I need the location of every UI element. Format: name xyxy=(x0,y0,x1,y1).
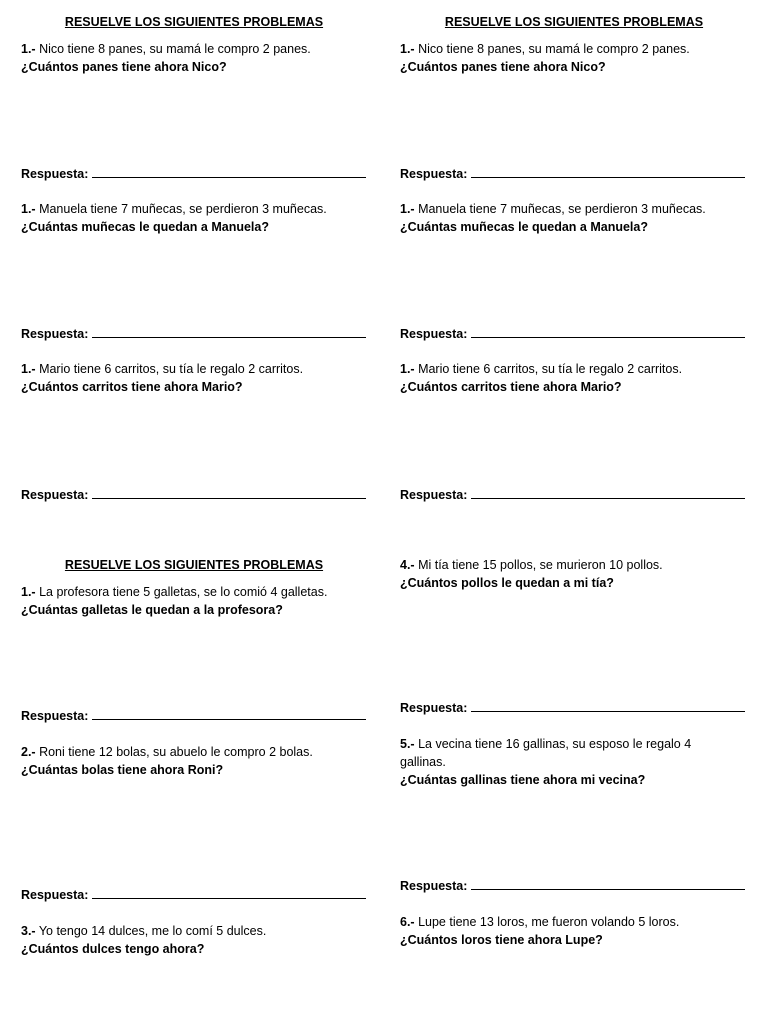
problem-statement: 1.- Mario tiene 6 carritos, su tía le regalo 2 carritos. xyxy=(400,362,683,376)
problem-statement: 1.- Manuela tiene 7 muñecas, se perdieron 3 muñecas. xyxy=(21,202,327,216)
problem-question: ¿Cuántos panes tiene ahora Nico? xyxy=(400,60,606,74)
problem-question: ¿Cuántas muñecas le quedan a Manuela? xyxy=(21,220,269,234)
problem-question: ¿Cuántas galletas le quedan a la profesora? xyxy=(21,603,283,617)
answer-line xyxy=(471,699,745,712)
worksheet-title: RESUELVE LOS SIGUIENTES PROBLEMAS xyxy=(64,15,324,29)
problem-statement: 5.- La vecina tiene 16 gallinas, su esposo le regalo 4 xyxy=(400,737,692,751)
problem-statement-continued: gallinas. xyxy=(400,755,446,769)
answer-row: Respuesta: xyxy=(400,165,745,183)
problem-statement: 1.- Nico tiene 8 panes, su mamá le compro 2 panes. xyxy=(400,42,690,56)
answer-line xyxy=(92,886,366,899)
answer-line xyxy=(471,165,745,178)
answer-line xyxy=(471,877,745,890)
answer-row: Respuesta: xyxy=(21,486,366,504)
problem-statement: 1.- Mario tiene 6 carritos, su tía le regalo 2 carritos. xyxy=(21,362,304,376)
problem-question: ¿Cuántos carritos tiene ahora Mario? xyxy=(400,380,622,394)
problem-statement: 2.- Roni tiene 12 bolas, su abuelo le compro 2 bolas. xyxy=(21,745,313,759)
problem-question: ¿Cuántos dulces tengo ahora? xyxy=(21,942,205,956)
answer-line xyxy=(92,165,366,178)
answer-line xyxy=(471,325,745,338)
answer-row: Respuesta: xyxy=(21,165,366,183)
problem-statement: 4.- Mi tía tiene 15 pollos, se murieron 10 pollos. xyxy=(400,558,663,572)
answer-row: Respuesta: xyxy=(21,325,366,343)
problem-question: ¿Cuántas gallinas tiene ahora mi vecina? xyxy=(400,773,646,787)
answer-line xyxy=(92,486,366,499)
answer-row: Respuesta: xyxy=(400,877,745,895)
answer-row: Respuesta: xyxy=(21,707,366,725)
answer-row: Respuesta: xyxy=(21,886,366,904)
answer-line xyxy=(92,325,366,338)
problem-statement: 1.- Nico tiene 8 panes, su mamá le compro 2 panes. xyxy=(21,42,311,56)
worksheet-title: RESUELVE LOS SIGUIENTES PROBLEMAS xyxy=(444,15,704,29)
answer-row: Respuesta: xyxy=(400,699,745,717)
answer-line xyxy=(471,486,745,499)
answer-row: Respuesta: xyxy=(400,486,745,504)
problem-statement: 6.- Lupe tiene 13 loros, me fueron volando 5 loros. xyxy=(400,915,680,929)
problem-statement: 1.- Manuela tiene 7 muñecas, se perdieron 3 muñecas. xyxy=(400,202,706,216)
problem-question: ¿Cuántas bolas tiene ahora Roni? xyxy=(21,763,224,777)
problem-statement: 3.- Yo tengo 14 dulces, me lo comí 5 dulces. xyxy=(21,924,267,938)
problem-question: ¿Cuántos carritos tiene ahora Mario? xyxy=(21,380,243,394)
answer-row: Respuesta: xyxy=(400,325,745,343)
problem-question: ¿Cuántos loros tiene ahora Lupe? xyxy=(400,933,603,947)
problem-question: ¿Cuántos panes tiene ahora Nico? xyxy=(21,60,227,74)
answer-line xyxy=(92,707,366,720)
problem-question: ¿Cuántos pollos le quedan a mi tía? xyxy=(400,576,614,590)
problem-statement: 1.- La profesora tiene 5 galletas, se lo comió 4 galletas. xyxy=(21,585,328,599)
worksheet-title: RESUELVE LOS SIGUIENTES PROBLEMAS xyxy=(64,558,324,572)
problem-question: ¿Cuántas muñecas le quedan a Manuela? xyxy=(400,220,648,234)
